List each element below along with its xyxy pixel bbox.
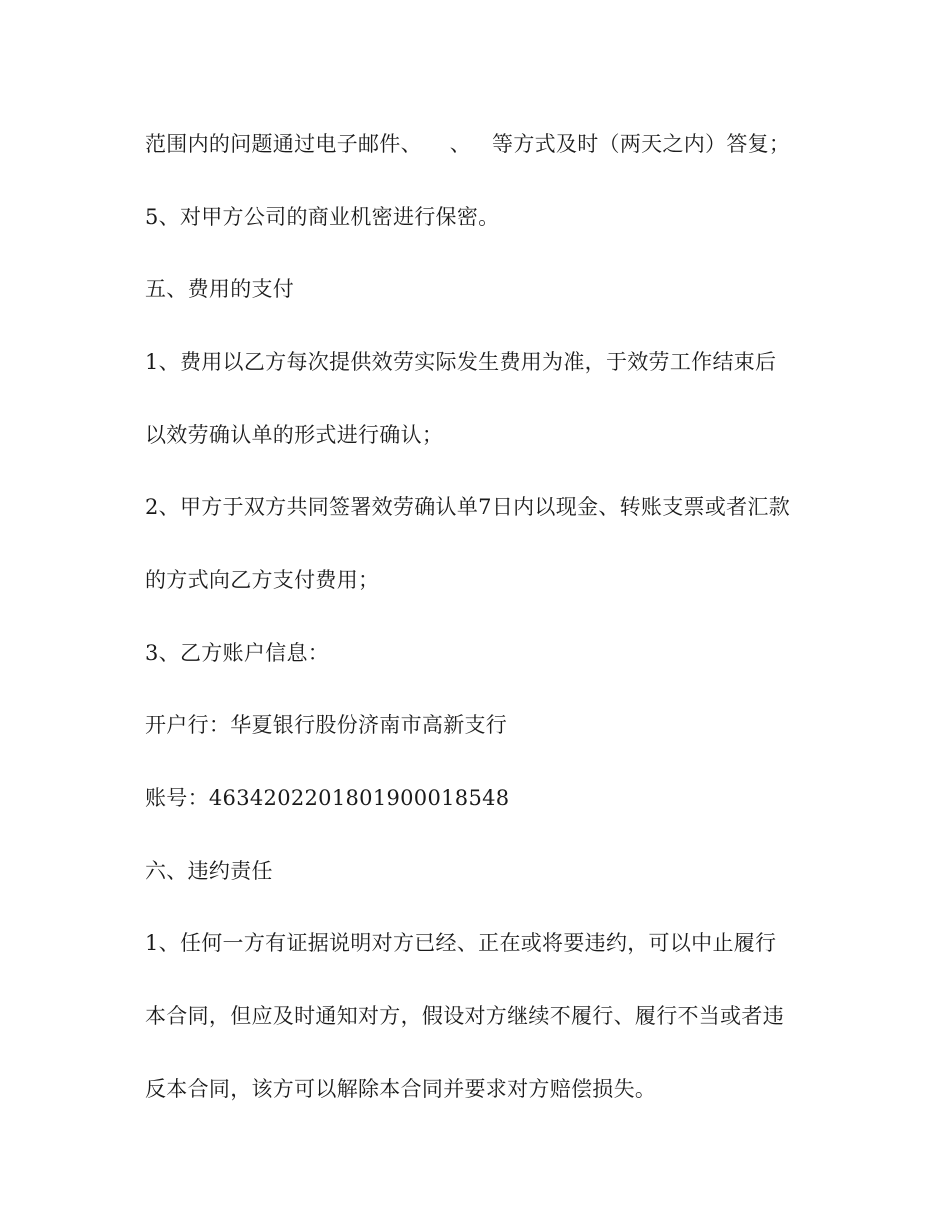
- text-line-payment-method-cont: 的方式向乙方支付费用；: [145, 568, 380, 592]
- text-line-payment-method: 2、甲方于双方共同签署效劳确认单7日内以现金、转账支票或者汇款: [145, 495, 791, 519]
- text-line-breach-notice: 本合同，但应及时通知对方，假设对方继续不履行、履行不当或者违: [145, 1004, 784, 1028]
- text-line-fee-confirmation: 以效劳确认单的形式进行确认；: [145, 423, 444, 447]
- text-line-confidentiality: 5、对甲方公司的商业机密进行保密。: [145, 205, 500, 229]
- text-line-account-number: 账号：46342022018019000185​48: [145, 786, 510, 810]
- section-heading-payment: 五、费用的支付: [145, 277, 295, 301]
- text-line-fee-basis: 1、费用以乙方每次提供效劳实际发生费用为准，于效劳工作结束后: [145, 350, 777, 374]
- text-line-account-info: 3、乙方账户信息：: [145, 641, 330, 665]
- section-heading-liability: 六、违约责任: [145, 859, 273, 883]
- text-line-breach-termination: 反本合同，该方可以解除本合同并要求对方赔偿损失。: [145, 1077, 657, 1101]
- text-line-bank-name: 开户行：华夏银行股份济南市高新支行: [145, 713, 508, 737]
- text-line-breach-evidence: 1、任何一方有证据说明对方已经、正在或将要违约，可以中止履行: [145, 931, 777, 955]
- text-line-service-reply: 范围内的问题通过电子邮件、 、 等方式及时（两天之内）答复；: [145, 132, 791, 156]
